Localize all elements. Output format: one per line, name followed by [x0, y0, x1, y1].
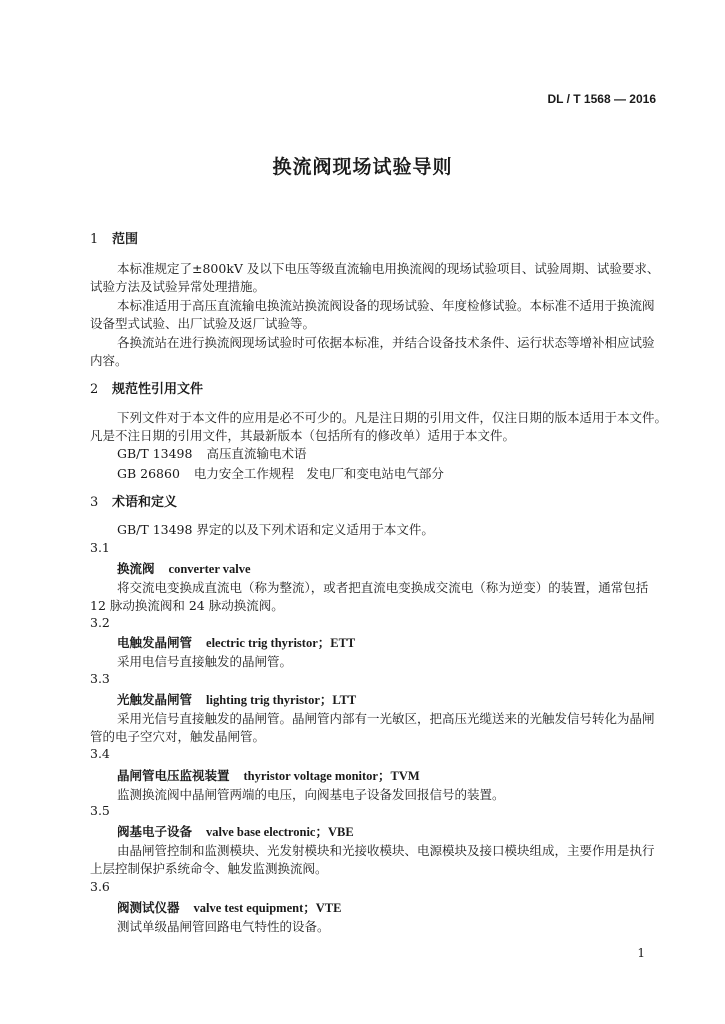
term-heading: 阀测试仪器 valve test equipment；VTE: [117, 900, 342, 915]
term-definition-line: 上层控制保护系统命令、触发监测换流阀。: [90, 861, 328, 876]
scope-para-2-line-1: 本标准适用于高压直流输电换流站换流阀设备的现场试验、年度检修试验。本标准不适用于换流阀: [117, 298, 655, 313]
term-heading: 光触发晶闸管 lighting trig thyristor；LTT: [117, 692, 357, 707]
references-para-line-2: 凡是不注日期的引用文件，其最新版本（包括所有的修改单）适用于本文件。: [90, 428, 516, 443]
clause-number: 3.5: [90, 803, 110, 818]
document-title: 换流阀现场试验导则: [272, 156, 453, 178]
scope-para-3-line-1: 各换流站在进行换流阀现场试验时可依据本标准，并结合设备技术条件、运行状态等增补相应试验: [117, 335, 655, 350]
term-heading: 换流阀 converter valve: [117, 561, 251, 576]
clause-number: 3.4: [90, 746, 110, 761]
references-para-line-1: 下列文件对于本文件的应用是必不可少的。凡是注日期的引用文件，仅注日期的版本适用于本文件。: [117, 410, 668, 425]
clause-number: 3.3: [90, 671, 110, 686]
page-number: 1: [637, 946, 645, 960]
scope-para-1-line-2: 试验方法及试验异常处理措施。: [90, 279, 266, 294]
term-heading: 阀基电子设备 valve base electronic；VBE: [117, 824, 354, 839]
clause-number: 3.2: [90, 615, 110, 630]
reference-item-2: GB 26860 电力安全工作规程 发电厂和变电站电气部分: [117, 466, 444, 481]
term-definition-line: 由晶闸管控制和监测模块、光发射模块和光接收模块、电源模块及接口模块组成，主要作用是执行: [117, 843, 655, 858]
term-definition-line: 测试单级晶闸管回路电气特性的设备。: [117, 919, 330, 934]
reference-item-1: GB/T 13498 高压直流输电术语: [117, 446, 307, 461]
clause-number: 3.6: [90, 879, 110, 894]
scope-para-1-line-1: 本标准规定了±800kV 及以下电压等级直流输电用换流阀的现场试验项目、试验周期、试验要求、: [117, 261, 660, 276]
section-heading-2: 2 规范性引用文件: [90, 382, 204, 397]
section-heading-3: 3 术语和定义: [90, 495, 178, 510]
standard-code: DL / T 1568 — 2016: [547, 92, 656, 106]
term-definition-line: 12 脉动换流阀和 24 脉动换流阀。: [90, 598, 284, 613]
term-definition-line: 采用光信号直接触发的晶闸管。晶闸管内部有一光敏区，把高压光缆送来的光触发信号转化为晶闸: [117, 711, 655, 726]
term-definition-line: 管的电子空穴对，触发晶闸管。: [90, 729, 266, 744]
term-heading: 电触发晶闸管 electric trig thyristor；ETT: [117, 635, 356, 650]
terms-intro: GB/T 13498 界定的以及下列术语和定义适用于本文件。: [117, 522, 434, 537]
term-heading: 晶闸管电压监视装置 thyristor voltage monitor；TVM: [117, 768, 420, 783]
term-definition-line: 采用电信号直接触发的晶闸管。: [117, 654, 293, 669]
clause-number: 3.1: [90, 540, 110, 555]
term-definition-line: 将交流电变换成直流电（称为整流），或者把直流电变换成交流电（称为逆变）的装置，通常包括: [117, 580, 649, 595]
scope-para-3-line-2: 内容。: [90, 353, 128, 368]
scope-para-2-line-2: 设备型式试验、出厂试验及返厂试验等。: [90, 316, 316, 331]
term-definition-line: 监测换流阀中晶闸管两端的电压，向阀基电子设备发回报信号的装置。: [117, 787, 505, 802]
section-heading-1: 1 范围: [90, 232, 139, 247]
